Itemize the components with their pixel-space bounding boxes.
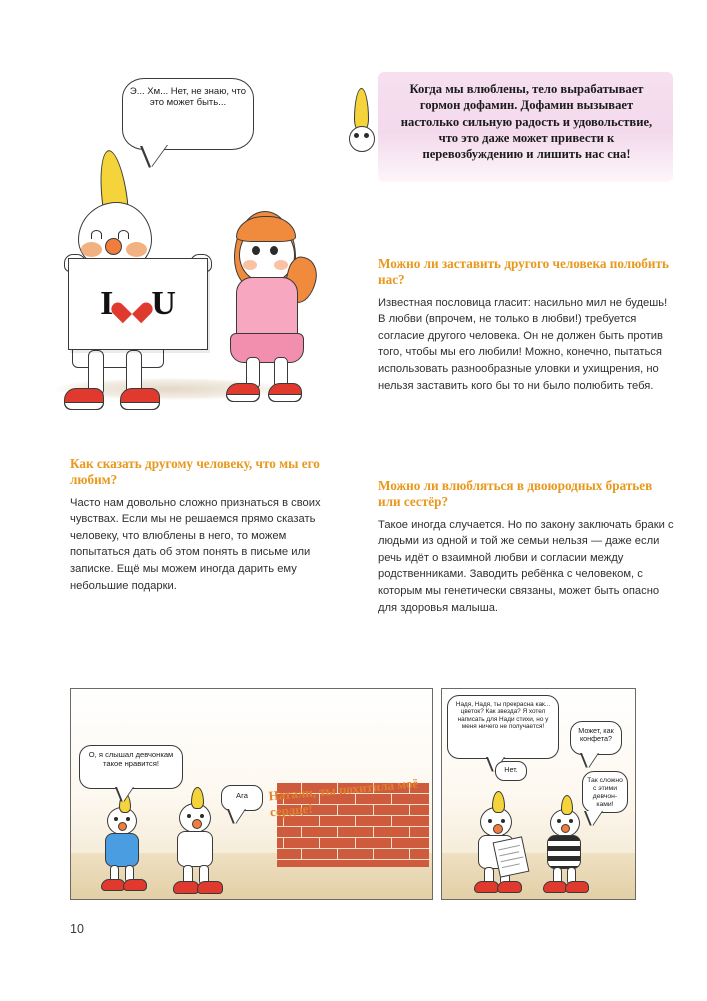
comic-panel-2 <box>441 688 636 900</box>
boy-shoe-right <box>120 388 160 410</box>
comic-bubble-5-tail <box>582 753 598 768</box>
comic-bubble-4 <box>495 761 527 781</box>
dopamine-head <box>349 126 375 152</box>
page-number: 10 <box>70 922 84 936</box>
speech-bubble-text: Э... Хм... Нет, не знаю, что это может быть... <box>129 86 247 109</box>
dopamine-eye-left <box>354 133 359 138</box>
dopamine-eye-right <box>364 133 369 138</box>
highlight-box-text: Когда мы влюблены, тело вырабатывает гормон дофамин. Дофамин вызывает настолько сильную радость и удовольствие, что это даже может привести к перевозбуждению и лишить нас сна! <box>400 82 653 162</box>
comic-bubble-2-text: Ага <box>236 791 248 800</box>
comic-bubble-4-text: Нет. <box>504 765 518 774</box>
section-body: Такое иногда случается. Но по закону заключать браки с людьми из одной и той же семьи нельзя — даже если речь идёт о взаимной любви и согласии между родственниками. Заводить ребёнка с человеком, с которым мы генетически связаны, может быть опасно для здоровья малыша. <box>378 518 674 614</box>
comic-bubble-3 <box>447 695 559 759</box>
boy-eye-right <box>118 230 129 239</box>
comic-bubble-6 <box>582 771 628 813</box>
comic-boy-glasses <box>97 795 155 895</box>
heart-icon <box>119 292 145 316</box>
girl-skirt <box>230 333 304 363</box>
section-cousins <box>378 478 674 616</box>
section-how-to-tell <box>70 456 342 594</box>
girl-bangs <box>236 216 296 242</box>
speech-bubble <box>122 78 254 150</box>
comic-bubble-2-tail <box>229 809 245 824</box>
girl-shoe-left <box>226 383 260 402</box>
sign-letter-u: U <box>151 285 176 322</box>
boy-shoe-left <box>64 388 104 410</box>
comic-bubble-6-tail <box>586 811 602 826</box>
comic-bubble-5-text: Может, как конфета? <box>578 726 614 744</box>
graffiti-text: Натали, ты похитила моё сердце! <box>267 775 419 820</box>
comic-bubble-3-text: Надя, Надя, ты прекрасна как... цветок? Как звезда? Я хотел написать для Нади стихи, но у меня ничего не получается! <box>455 701 551 731</box>
comic-bubble-6-text: Так сложно с этими девчон-ками! <box>587 777 623 808</box>
comic-strip <box>70 688 636 900</box>
highlight-box <box>378 72 673 182</box>
comic-bubble-2 <box>221 785 263 811</box>
girl-eye-right <box>270 246 278 255</box>
main-illustration <box>0 0 370 430</box>
girl-cheek-left <box>243 260 257 270</box>
comic-bubble-5 <box>570 721 622 755</box>
iou-sign <box>68 258 208 350</box>
speech-bubble-tail <box>142 145 167 167</box>
boy-eye-left <box>91 230 102 239</box>
girl-character <box>208 205 338 410</box>
comic-bubble-1 <box>79 745 183 789</box>
girl-eye-left <box>252 246 260 255</box>
section-make-someone-love <box>378 256 674 394</box>
comic-bubble-1-text: О, я слышал девчонкам такое нравится! <box>88 750 174 768</box>
comic-bubble-1-tail <box>117 787 133 802</box>
section-heading: Можно ли заставить другого человека полюбить нас? <box>378 256 669 288</box>
comic-panel-1 <box>70 688 433 900</box>
sign-letter-i: I <box>100 285 114 322</box>
section-heading: Как сказать другому человеку, что мы его любим? <box>70 456 320 488</box>
girl-shoe-right <box>268 383 302 402</box>
section-heading: Можно ли влюбляться в двоюродных братьев или сестёр? <box>378 478 653 510</box>
section-body: Часто нам довольно сложно признаться в своих чувствах. Если мы не решаемся прямо сказать человеку, что влюблены в него, то можем попытаться дать об этом понять в письме или записке. Ещё мы можем иногда дарить ему небольшие подарки. <box>70 496 321 592</box>
girl-cheek-right <box>274 260 288 270</box>
comic-boy-spray <box>167 789 229 897</box>
section-body: Известная пословица гласит: насильно мил не будешь! В любви (впрочем, не только в любви!) требуется согласие другого человека. Он не должен быть против того, чтобы мы его любили! Можно, конечно, пытаться использовать разнообразные уловки и ухищрения, но нельзя заставить кого бы то ни было полюбить тебя. <box>378 296 668 392</box>
